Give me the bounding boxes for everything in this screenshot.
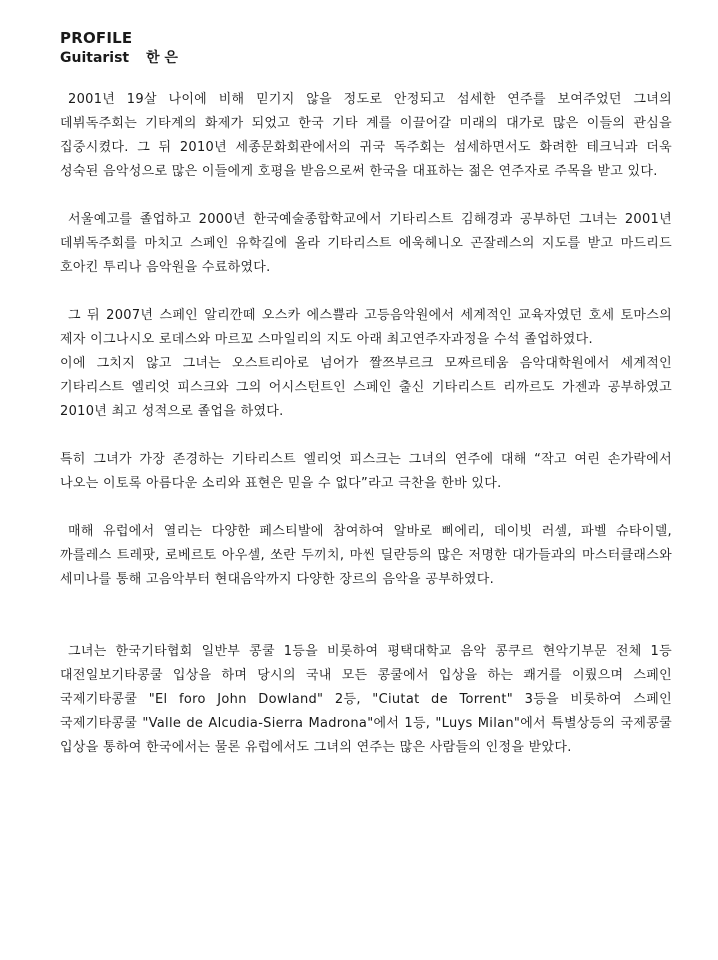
paragraph-education: 서울예고를 졸업하고 2000년 한국예술종합학교에서 기타리스트 김해경과 공부하던 그녀는 2001년 데뷔독주회를 마치고 스페인 유학길에 올라 기타리스트 에욱헤니오 곤잘레스의 지도를 받고 마드리드 호아킨 투리나 음악원을 수료하였다. [60,212,672,275]
spacer [60,496,672,520]
paragraph-mozarteum: 이에 그치지 않고 그녀는 오스트리아로 넘어가 짤쯔부르크 모짜르테움 음악대학원에서 세계적인 기타리스트 엘리엇 피스크와 그의 어시스턴트인 스페인 출신 기타리스트 리까르도 가젠과 공부하였고 2010년 최고 성적으로 졸업을 하였다. [60,356,672,419]
paragraph-masterclasses: 매해 유럽에서 열리는 다양한 페스티발에 참여하여 알바로 삐에리, 데이빗 러셀, 파벨 슈타이델, 까를레스 트레팟, 로베르토 아우셀, 쏘란 두끼치, 마씬 딜란등의 많은 저명한 대가들과의 마스터클래스와 세미나를 통해 고음악부터 현대음악까지 다양한 장르의 음악을 공부하였다. [60,524,672,587]
spacer [60,592,672,640]
artist-role: Guitarist [60,50,130,66]
paragraph-debut: 2001년 19살 나이에 비해 믿기지 않을 정도로 안정되고 섬세한 연주를 보여주었던 그녀의 데뷔독주회는 기타계의 화제가 되었고 한국 기타 계를 이끌어갈 미래의 대가로 많은 이들의 관심을 집중시켰다. 그 뒤 2010년 세종문화회관에서의 귀국 독주회는 섬세하면서도 화려한 테크닉과 더욱 성숙된 음악성으로 많은 이들에게 호평을 받음으로써 한국을 대표하는 젊은 연주자로 주목을 받고 있다. [60,92,672,179]
paragraph-alicante: 그 뒤 2007년 스페인 알리깐떼 오스카 에스쁠라 고등음악원에서 세계적인 교육자였던 호세 토마스의 제자 이그나시오 로데스와 마르꼬 스마일리의 지도 아래 최고연주자과정을 수석 졸업하였다. [60,308,672,347]
paragraph-competitions: 그녀는 한국기타협회 일반부 콩쿨 1등을 비롯하여 평택대학교 음악 콩쿠르 현악기부문 전체 1등 대전일보기타콩쿨 입상을 하며 당시의 국내 모든 콩쿨에서 입상을 하는 쾌거를 이뤘으며 스페인 국제기타콩쿨 "El foro John Dowland" 2등, "Ciutat de Torrent" 3등을 비롯하여 스페인 국제기타콩쿨 "Valle de Alcudia-Sierra Madrona"에서 1등, "Luys Milan"에서 특별상등의 국제콩쿨 입상을 통하여 한국에서는 물론 유럽에서도 그녀의 연주는 많은 사람들의 인정을 받았다. [60,644,672,755]
artist-name: 한 은 [146,50,178,66]
profile-document [60,28,672,760]
page-title: PROFILE [60,29,133,47]
spacer [60,424,672,448]
spacer [60,280,672,304]
artist-heading [60,48,672,68]
paragraph-fisk-quote: 특히 그녀가 가장 존경하는 기타리스트 엘리엇 피스크는 그녀의 연주에 대해 “작고 여린 손가락에서 나오는 이토록 아름다운 소리와 표현은 믿을 수 없다”라고 극찬을 한바 있다. [60,452,672,491]
spacer [60,184,672,208]
